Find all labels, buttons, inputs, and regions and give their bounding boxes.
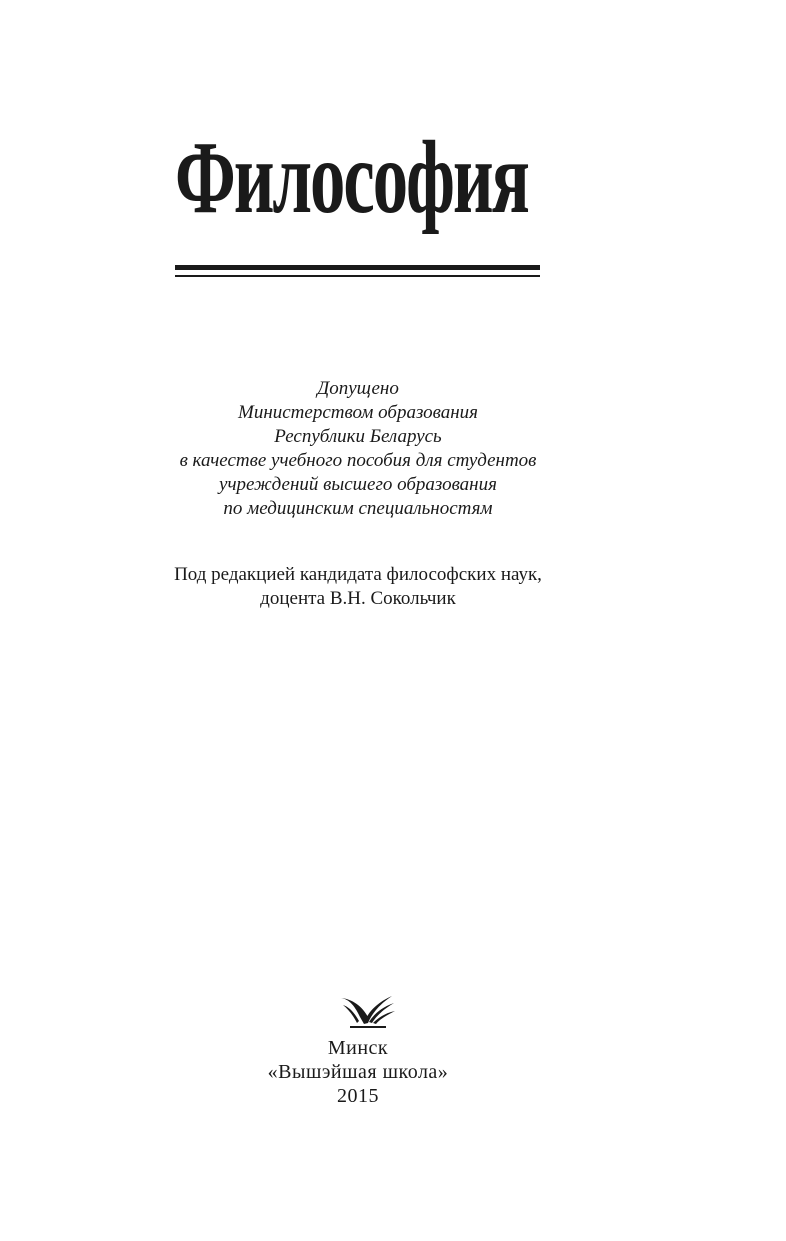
editor-line: Под редакцией кандидата философских наук, xyxy=(174,564,542,585)
editor-statement xyxy=(130,563,586,611)
book-title: Философия xyxy=(175,120,528,235)
title-rule-thin xyxy=(175,275,540,277)
publication-year: 2015 xyxy=(337,1085,379,1107)
title-rule-thick xyxy=(175,265,540,270)
approval-line: Допущено xyxy=(317,378,399,399)
approval-line: по медицинским специальностям xyxy=(223,498,493,519)
publisher-name: «Вышэйшая школа» xyxy=(267,1061,449,1083)
approval-statement xyxy=(130,377,586,521)
publisher-imprint xyxy=(230,1036,486,1108)
publisher-logo-icon xyxy=(340,993,396,1029)
approval-line: учреждений высшего образования xyxy=(219,474,497,495)
approval-line: в качестве учебного пособия для студентов xyxy=(179,450,537,471)
publisher-city: Минск xyxy=(327,1037,389,1059)
editor-line: доцента В.Н. Сокольчик xyxy=(260,588,456,609)
approval-line: Министерством образования xyxy=(238,402,478,423)
approval-line: Республики Беларусь xyxy=(274,426,442,447)
